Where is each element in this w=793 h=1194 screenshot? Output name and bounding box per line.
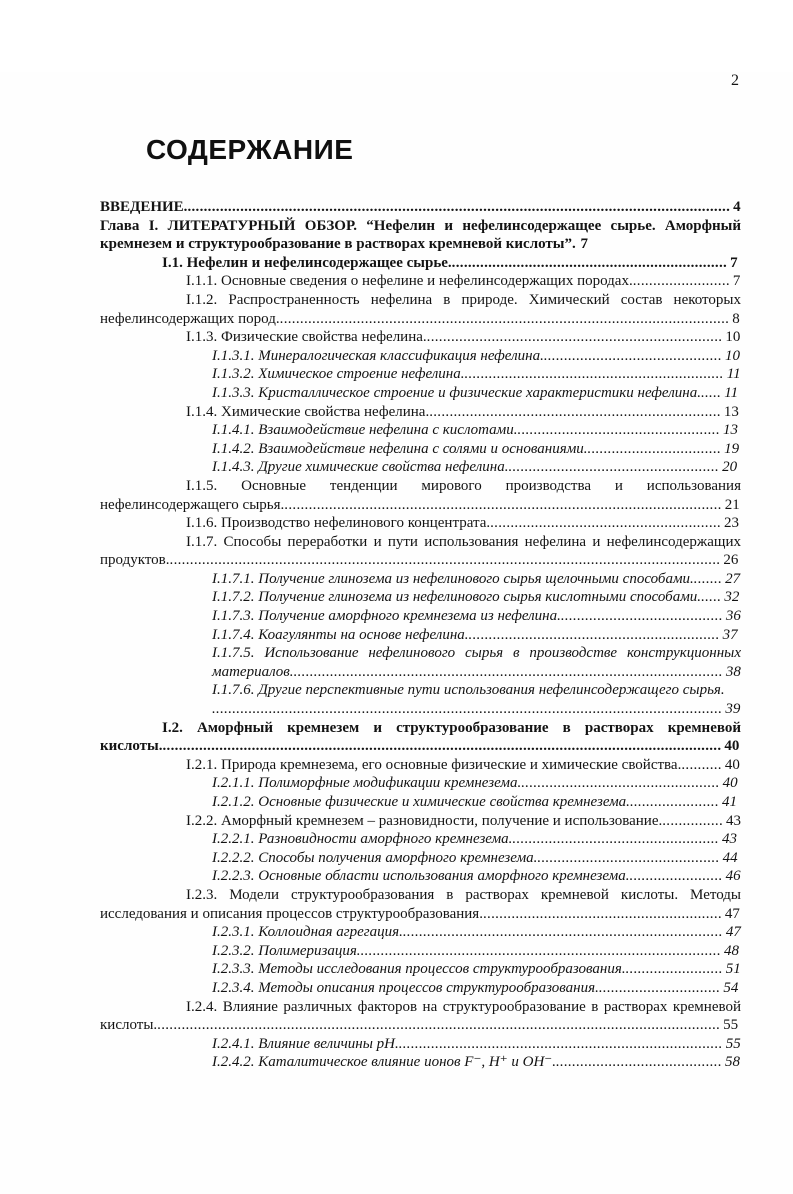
toc-entry bbox=[212, 867, 741, 886]
toc-entry-title: I.1.7.2. Получение глинозема из нефелинового сырья кислотными способами. bbox=[212, 589, 702, 606]
toc-dot-leader: ............... bbox=[662, 812, 723, 829]
toc-dot-leader: ...................... bbox=[629, 794, 720, 810]
toc-entry-title: I.1.7.3. Получение аморфного кремнезема из нефелина. bbox=[212, 608, 561, 625]
toc-dot-leader: ............................................ bbox=[543, 347, 723, 364]
toc-page-number: 54 bbox=[723, 979, 739, 996]
toc-page-number: 21 bbox=[724, 496, 740, 513]
toc-entry bbox=[100, 998, 741, 1035]
toc-entry bbox=[100, 719, 741, 756]
toc-entry bbox=[212, 774, 741, 793]
toc-page-number: 43 bbox=[721, 831, 737, 848]
toc-dot-leader: .................................................................... bbox=[451, 254, 728, 271]
toc-page-number: 48 bbox=[724, 942, 740, 959]
toc-page-number: 7 bbox=[730, 254, 738, 271]
toc-entry-title: I.1.3.1. Минералогическая классификация нефелина. bbox=[212, 347, 544, 364]
toc-dot-leader: ..... bbox=[700, 384, 722, 401]
toc-page-number: 47 bbox=[725, 924, 741, 941]
toc-dot-leader: ......................................................... bbox=[490, 515, 721, 532]
toc-entry-title: ВВЕДЕНИЕ. bbox=[100, 199, 188, 215]
toc-entry bbox=[212, 830, 741, 849]
toc-page-number: 10 bbox=[725, 347, 741, 364]
toc-dot-leader: .............................................................................................................................. bbox=[212, 701, 723, 718]
toc-entry bbox=[212, 923, 741, 942]
toc-entry bbox=[100, 217, 741, 254]
toc-entry-title: I.2.2. Аморфный кремнезем – разновидности, получение и использование. bbox=[186, 812, 663, 829]
toc-page-number: 13 bbox=[723, 422, 739, 439]
toc-entry-title: I.1.7.4. Коагулянты на основе нефелина. bbox=[212, 626, 469, 643]
toc-dot-leader: ....... bbox=[693, 570, 723, 587]
toc-dot-leader: ..... bbox=[701, 589, 722, 606]
toc-dot-leader: ........................ bbox=[632, 273, 730, 290]
toc-entry-title: I.2.1. Природа кремнезема, его основные физические и химические свойства. bbox=[186, 756, 682, 773]
toc-entry-title: I.2.3. Модели структурообразования в растворах кремневой кислоты. Методы исследования и описания процессов структурообразования. bbox=[100, 886, 741, 922]
toc-entry-title: I.1.6. Производство нефелинового концентрата. bbox=[186, 515, 491, 532]
toc-dot-leader: ........................................ bbox=[560, 608, 723, 625]
scanned-page bbox=[0, 72, 793, 1194]
toc-entry-title: I.2.4. Влияние различных факторов на структурообразование в растворах кремневой кислоты. bbox=[100, 998, 741, 1034]
toc-entry bbox=[212, 849, 741, 868]
toc-page-number: 39 bbox=[725, 701, 741, 718]
toc-page-number: 11 bbox=[724, 384, 739, 401]
toc-dot-leader: ............................................. bbox=[537, 849, 720, 866]
page-number: 2 bbox=[731, 72, 739, 89]
toc-page-number: 37 bbox=[722, 626, 738, 643]
toc-entry-title: I.1.3.2. Химическое строение нефелина. bbox=[212, 366, 465, 383]
toc-page-number: 10 bbox=[725, 329, 741, 346]
toc-entry-title: I.2.2.2. Способы получения аморфного кремнезема. bbox=[212, 849, 538, 866]
toc-entry-title: I.1.7.1. Получение глинозема из нефелинового сырья щелочными способами. bbox=[212, 570, 694, 587]
toc-entry bbox=[212, 384, 741, 403]
toc-entry bbox=[212, 570, 741, 589]
toc-dot-leader: .................................................. bbox=[517, 422, 721, 439]
toc-page-number: 13 bbox=[723, 403, 739, 420]
toc-dot-leader: ................................................... bbox=[512, 831, 719, 848]
toc-dot-leader: ........................................................................ bbox=[429, 403, 721, 420]
toc-dot-leader: ......................................................................... bbox=[426, 329, 723, 346]
toc-dot-leader: ........................................................................................................................................... bbox=[157, 1017, 721, 1034]
toc-page-number: 23 bbox=[723, 515, 739, 532]
toc-page-number: 40 bbox=[724, 756, 740, 773]
toc-entry-title: I.1.2. Распространенность нефелина в природе. Химический состав некоторых нефелинсодержащих пород. bbox=[100, 291, 741, 327]
toc-entry bbox=[212, 365, 741, 384]
toc-page-number: 41 bbox=[722, 794, 738, 810]
toc-entry bbox=[212, 1035, 741, 1054]
toc-dot-leader: .................................................... bbox=[508, 459, 720, 476]
toc-dot-leader: .......... bbox=[681, 756, 722, 773]
toc-entry bbox=[212, 421, 741, 440]
toc-page-number: 40 bbox=[722, 775, 738, 792]
toc-entry bbox=[100, 514, 741, 533]
toc-entry-title: I.2.3.3. Методы исследования процессов структурообразования. bbox=[212, 961, 626, 978]
toc-dot-leader: ................................................................................ bbox=[398, 1035, 723, 1052]
table-of-contents bbox=[100, 198, 741, 1072]
toc-entry-title: I.2.3.4. Методы описания процессов структурообразования. bbox=[212, 979, 599, 996]
toc-entry bbox=[212, 440, 741, 459]
toc-entry bbox=[212, 626, 741, 645]
toc-entry bbox=[212, 458, 741, 477]
toc-entry bbox=[100, 886, 741, 923]
toc-entry-title: I.1.4.3. Другие химические свойства нефелина. bbox=[212, 459, 509, 476]
toc-entry-title: I.1.3. Физические свойства нефелина. bbox=[186, 329, 427, 346]
toc-entry bbox=[212, 942, 741, 961]
toc-page-number: 47 bbox=[724, 905, 740, 922]
toc-entry-title: I.1.1. Основные сведения о нефелине и нефелинсодержащих породах. bbox=[186, 273, 633, 290]
toc-page-number: 8 bbox=[732, 310, 740, 327]
toc-dot-leader: ...................................................................................................................................... bbox=[187, 199, 731, 215]
toc-page-number: 4 bbox=[733, 199, 741, 215]
toc-dot-leader: ................................................. bbox=[521, 775, 720, 792]
toc-entry bbox=[100, 272, 741, 291]
toc-page-number: 40 bbox=[724, 738, 740, 755]
toc-dot-leader: ......................................... bbox=[555, 1054, 723, 1071]
toc-entry-title: I.2.2.1. Разновидности аморфного кремнезема. bbox=[212, 831, 513, 848]
toc-entry bbox=[100, 198, 741, 217]
toc-page-number: 7 bbox=[580, 236, 589, 253]
toc-entry-title: I.1.7. Способы переработки и пути использования нефелина и нефелинсодержащих продуктов. bbox=[100, 533, 741, 569]
toc-entry-title: I.2.1.2. Основные физические и химические свойства кремнезема. bbox=[212, 794, 630, 810]
toc-entry-title: I.1.5. Основные тенденции мирового производства и использования нефелинсодержащего сырья. bbox=[100, 477, 741, 513]
toc-dot-leader: ................................. bbox=[587, 440, 722, 457]
toc-entry-title: I.2.3.2. Полимеризация. bbox=[212, 942, 361, 959]
toc-entry bbox=[100, 291, 741, 328]
toc-dot-leader: ........................................................................................................................................ bbox=[169, 552, 721, 569]
toc-entry bbox=[212, 979, 741, 998]
toc-dot-leader: ......................................................................................... bbox=[360, 942, 722, 959]
toc-dot-leader: ................................................................ bbox=[464, 366, 724, 383]
toc-entry-title: I.2.4.1. Влияние величины pH. bbox=[212, 1035, 399, 1052]
toc-page-number: 46 bbox=[725, 868, 741, 885]
toc-page-number: 55 bbox=[723, 1017, 739, 1034]
toc-entry-title: I.1. Нефелин и нефелинсодержащее сырье. bbox=[162, 254, 452, 271]
toc-page-number: 44 bbox=[722, 849, 738, 866]
toc-entry-title: I.2. Аморфный кремнезем и структурообразование в растворах кремневой кислоты. bbox=[100, 719, 741, 755]
toc-entry-title: I.2.1.1. Полиморфные модификации кремнезема. bbox=[212, 775, 522, 792]
toc-page-number: 51 bbox=[725, 961, 741, 978]
toc-entry bbox=[212, 681, 741, 718]
toc-dot-leader: .............................. bbox=[598, 979, 721, 996]
toc-page-number: 19 bbox=[724, 440, 740, 457]
toc-dot-leader: ............................................................................................................... bbox=[279, 310, 730, 327]
toc-page-number: 38 bbox=[725, 663, 741, 680]
toc-entry-title: I.2.2.3. Основные области использования аморфного кремнезема. bbox=[212, 868, 630, 885]
toc-entry-title: I.1.4. Химические свойства нефелина. bbox=[186, 403, 430, 420]
toc-dot-leader: .......................................................................................................................................... bbox=[162, 738, 722, 755]
toc-entry bbox=[100, 403, 741, 422]
toc-entry bbox=[212, 793, 741, 812]
toc-dot-leader: ........................................................... bbox=[482, 905, 722, 922]
toc-entry bbox=[100, 533, 741, 570]
toc-entry bbox=[212, 1053, 741, 1072]
toc-dot-leader: .......................................................................................................... bbox=[293, 663, 723, 680]
toc-entry-title: I.2.3.1. Коллоидная агрегация. bbox=[212, 924, 403, 941]
toc-entry bbox=[212, 588, 741, 607]
toc-entry-title: I.1.3.3. Кристаллическое строение и физические характеристики нефелина. bbox=[212, 384, 701, 401]
toc-entry bbox=[100, 254, 741, 273]
toc-entry-title: Глава I. ЛИТЕРАТУРНЫЙ ОБЗОР. “Нефелин и нефелинсодержащее сырье. Аморфный кремнезем и структурообразование в растворах кремневой кислоты”. bbox=[100, 217, 741, 253]
toc-dot-leader: ....................... bbox=[629, 868, 723, 885]
toc-page-number: 20 bbox=[722, 459, 738, 476]
toc-entry bbox=[100, 477, 741, 514]
document-title: СОДЕРЖАНИЕ bbox=[146, 134, 354, 165]
toc-page-number: 36 bbox=[725, 608, 741, 625]
toc-dot-leader: ............................................................................................................ bbox=[284, 496, 722, 513]
toc-page-number: 27 bbox=[725, 570, 741, 587]
toc-dot-leader: ............................................................................... bbox=[402, 924, 723, 941]
toc-page-number: 26 bbox=[723, 552, 739, 569]
toc-page-number: 58 bbox=[725, 1054, 741, 1071]
toc-dot-leader: .............................................................. bbox=[468, 626, 720, 643]
toc-page-number: 32 bbox=[724, 589, 740, 606]
toc-entry bbox=[212, 607, 741, 626]
toc-entry-title: I.2.4.2. Каталитическое влияние ионов F⁻, H⁺ и OH⁻. bbox=[212, 1054, 556, 1071]
toc-entry-title: I.1.4.1. Взаимодействие нефелина с кислотами. bbox=[212, 422, 518, 439]
toc-page-number: 7 bbox=[732, 273, 741, 290]
toc-entry bbox=[212, 644, 741, 681]
toc-page-number: 11 bbox=[726, 366, 741, 383]
toc-entry bbox=[100, 756, 741, 775]
toc-entry bbox=[100, 328, 741, 347]
toc-page-number: 43 bbox=[726, 812, 741, 829]
toc-entry-title: I.1.7.5. Использование нефелинового сырья в производстве конструкционных материалов. bbox=[212, 645, 741, 680]
toc-entry bbox=[100, 812, 741, 831]
toc-entry-title: I.1.7.6. Другие перспективные пути использования нефелинсодержащего сырья. bbox=[212, 682, 725, 699]
toc-entry bbox=[212, 960, 741, 979]
toc-page-number: 55 bbox=[725, 1035, 741, 1052]
toc-entry-title: I.1.4.2. Взаимодействие нефелина с солями и основаниями. bbox=[212, 440, 588, 457]
toc-entry bbox=[212, 347, 741, 366]
toc-dot-leader: ........................ bbox=[625, 961, 723, 978]
